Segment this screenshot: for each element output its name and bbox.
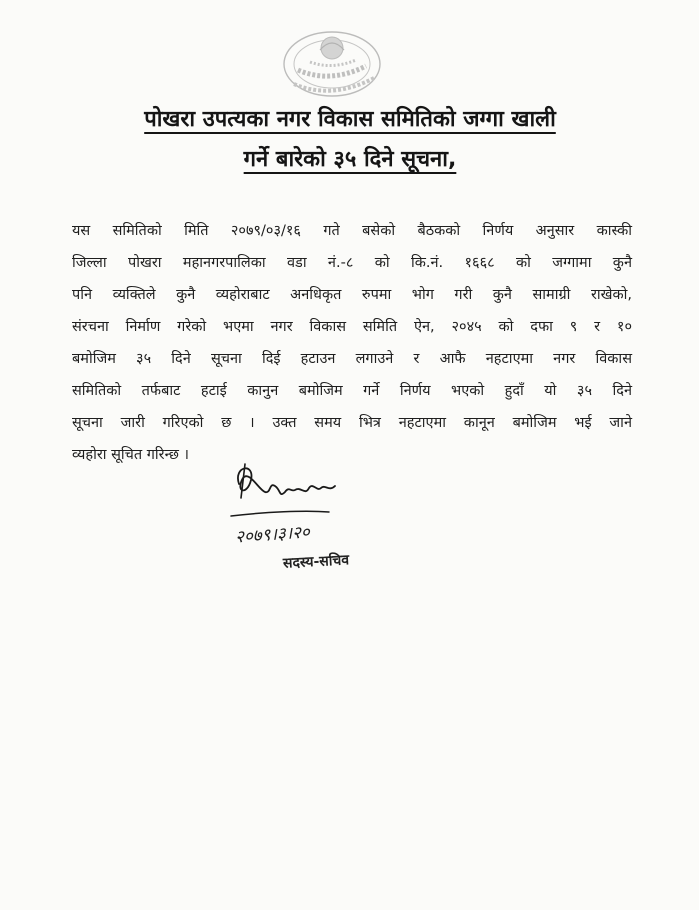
body-line: जिल्ला पोखरा महानगरपालिका वडा नं.-८ को कि.नं. १६६८ को जग्गामा कुनै: [72, 255, 632, 271]
body-line: समितिको तर्फबाट हटाई कानुन बमोजिम गर्ने निर्णय भएको हुदाँ यो ३५ दिने: [72, 383, 632, 399]
body-line: यस समितिको मिति २०७९/०३/१६ गते बसेको बैठकको निर्णय अनुसार कास्की: [72, 223, 632, 239]
title-line-2: गर्ने बारेको ३५ दिने सूचना,: [243, 147, 457, 172]
body-line: व्यहोरा सूचित गरिन्छ ।: [72, 447, 190, 463]
signature-date: २०७९।३।२०: [234, 522, 311, 548]
notice-body: [72, 215, 632, 471]
handwritten-signature-icon: [225, 456, 385, 526]
body-line: सूचना जारी गरिएको छ । उक्त समय भित्र नहटाएमा कानून बमोजिम भई जाने: [72, 415, 632, 431]
body-line: संरचना निर्माण गरेको भएमा नगर विकास समिति ऐन, २०४५ को दफा ९ र १०: [72, 319, 632, 335]
title-line-1: पोखरा उपत्यका नगर विकास समितिको जग्गा खाली: [144, 107, 556, 132]
signature-block: [225, 456, 385, 591]
body-line: पनि व्यक्तिले कुनै व्यहोराबाट अनधिकृत रुपमा भोग गरी कुनै सामाग्री राखेको,: [72, 287, 632, 303]
notice-title: [60, 100, 640, 180]
signatory-designation: सदस्य-सचिव: [282, 552, 350, 572]
body-line: बमोजिम ३५ दिने सूचना दिई हटाउन लगाउने र आफै नहटाएमा नगर विकास: [72, 351, 632, 367]
